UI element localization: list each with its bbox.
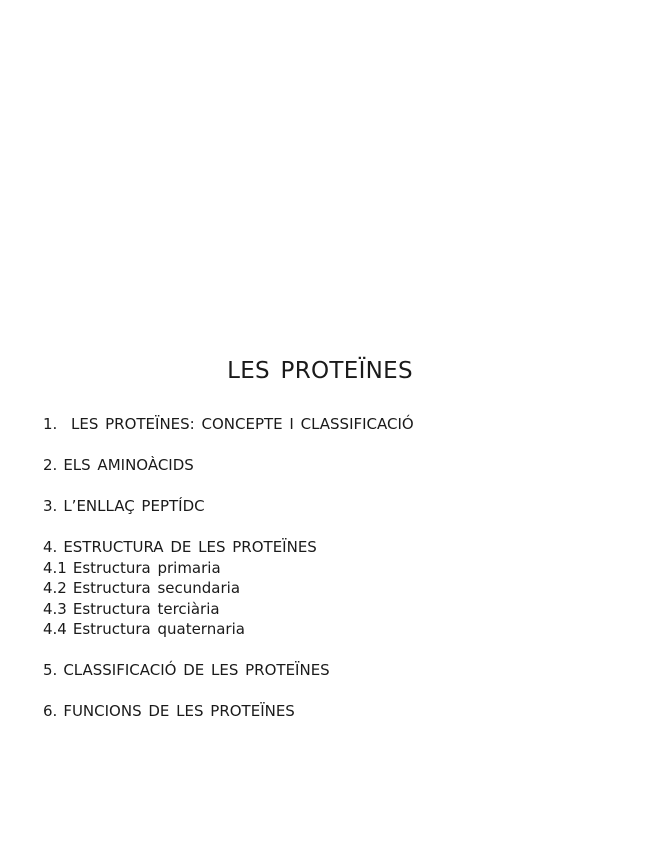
toc-text: LES PROTEÏNES: CONCEPTE I CLASSIFICACIÓ <box>71 415 414 433</box>
toc-subitem-4-3 <box>43 599 623 620</box>
toc-text: Estructura primaria <box>72 558 221 577</box>
toc-text: CLASSIFICACIÓ DE LES PROTEÏNES <box>63 661 330 679</box>
toc-text: ELS AMINOÀCIDS <box>63 456 194 474</box>
toc-subitem-4-1 <box>43 558 623 579</box>
toc-number: 3. <box>43 497 58 515</box>
toc-number: 4.2 <box>43 579 67 597</box>
toc-number: 1. <box>43 415 58 433</box>
table-of-contents <box>43 414 623 722</box>
toc-number: 4.1 <box>43 558 67 577</box>
toc-number: 4.3 <box>43 599 67 618</box>
toc-item-1 <box>43 414 623 435</box>
toc-number: 2. <box>43 456 58 474</box>
toc-text: L’ENLLAÇ PEPTÍDC <box>63 497 205 515</box>
toc-item-4 <box>43 537 623 558</box>
toc-number: 4.4 <box>43 620 67 638</box>
toc-text: Estructura secundaria <box>72 579 241 597</box>
toc-number: 5. <box>43 661 58 679</box>
toc-text: Estructura terciària <box>72 599 220 618</box>
toc-number: 4. <box>43 538 58 556</box>
toc-item-2 <box>43 455 623 476</box>
toc-subitem-4-4 <box>43 619 623 640</box>
page-title: LES PROTEÏNES <box>227 358 413 384</box>
toc-text: Estructura quaternaria <box>72 620 245 638</box>
toc-item-6 <box>43 701 623 722</box>
toc-item-3 <box>43 496 623 517</box>
toc-subitem-4-2 <box>43 578 623 599</box>
toc-number: 6. <box>43 702 58 720</box>
toc-text: FUNCIONS DE LES PROTEÏNES <box>63 702 295 720</box>
toc-text: ESTRUCTURA DE LES PROTEÏNES <box>63 538 317 556</box>
toc-item-5 <box>43 660 623 681</box>
